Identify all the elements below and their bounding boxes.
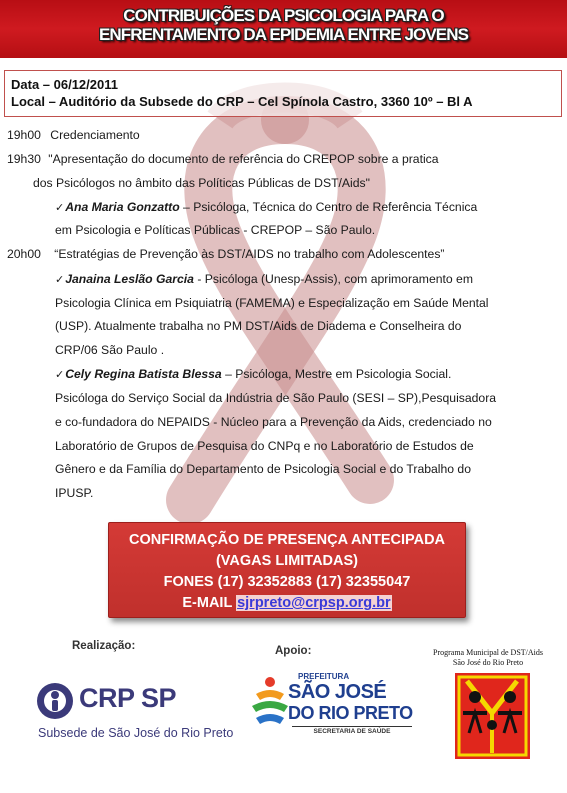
- speaker-name: Cely Regina Batista Blessa: [65, 367, 222, 381]
- title-line-1: CONTRIBUIÇÕES DA PSICOLOGIA PARA O: [123, 6, 444, 25]
- event-place: Local – Auditório da Subsede do CRP – Cel Spínola Castro, 3360 10º – Bl A: [11, 94, 473, 109]
- email-link[interactable]: sjrpreto@crpsp.org.br: [237, 595, 391, 611]
- pref-line-1: PREFEITURA: [298, 672, 350, 681]
- speaker-desc-cont: Psicologia Clínica em Psiquiatria (FAMEMA) e Especialização em Saúde Mental: [55, 296, 489, 310]
- pref-line-3: DO RIO PRETO: [288, 703, 413, 723]
- prefeitura-logo-icon: [246, 672, 294, 730]
- speaker-desc-cont: Laboratório de Grupos de Pesquisa do CNPq e no Laboratório de Estudos de: [55, 439, 474, 453]
- rsvp-line-1: CONFIRMAÇÃO DE PRESENÇA ANTECIPADA: [128, 532, 446, 548]
- program-caption-line-1: Programa Municipal de DST/Aids: [433, 648, 543, 657]
- speaker-desc-cont: Gênero e da Família do Departamento de Psicologia Social e do Trabalho do: [55, 462, 471, 476]
- speaker-desc-cont: em Psicologia e Políticas Públicas - CREPOP – São Paulo.: [55, 223, 376, 237]
- crp-logo-icon: [35, 681, 75, 721]
- check-icon: ✓: [55, 273, 65, 286]
- phones: FONES (17) 32352883 (17) 32355047: [163, 574, 411, 590]
- event-info-box: [4, 70, 562, 117]
- speaker-desc: - Psicóloga (Unesp-Assis), com aprimoramento em: [193, 272, 473, 286]
- speaker-desc-cont: (USP). Atualmente trabalha no PM DST/Aids de Diadema e Conselheira do: [55, 319, 462, 333]
- rsvp-line-2: (VAGAS LIMITADAS): [215, 553, 359, 569]
- crp-name: CRP SP: [79, 683, 177, 713]
- email-label: E-MAIL: [182, 595, 237, 611]
- pref-line-2: SÃO JOSÉ: [288, 681, 387, 703]
- event-date: Data – 06/12/2011: [11, 77, 118, 92]
- speaker-1: [55, 200, 477, 215]
- speaker-desc-cont: Psicóloga do Serviço Social da Indústria de São Paulo (SESI – SP),Pesquisadora: [55, 391, 497, 405]
- aids-ribbon-icon: [70, 80, 500, 550]
- program-logo-icon: [455, 673, 530, 759]
- speaker-desc-cont: e co-fundadora do NEPAIDS - Núcleo para a Prevenção da Aids, credenciado no: [55, 415, 492, 429]
- speaker-3: [55, 367, 451, 382]
- program-caption-line-2: São José do Rio Preto: [452, 658, 524, 667]
- item-text: "Apresentação do documento de referência do CREPOP sobre a pratica: [48, 152, 439, 166]
- speaker-desc: – Psicóloga, Mestre em Psicologia Social.: [221, 367, 452, 381]
- speaker-desc: – Psicóloga, Técnica do Centro de Referência Técnica: [179, 200, 478, 214]
- item-time: 19h30: [7, 152, 41, 166]
- pref-line-4: SECRETARIA DE SAÚDE: [292, 726, 412, 735]
- title-line-2: ENFRENTAMENTO DA EPIDEMIA ENTRE JOVENS: [98, 25, 469, 44]
- item-text-cont: dos Psicólogos no âmbito das Políticas Públicas de DST/Aids": [33, 176, 370, 190]
- program-item-2: [7, 152, 439, 167]
- item-text: “Estratégias de Prevenção às DST/AIDS no trabalho com Adolescentes”: [54, 247, 445, 261]
- speaker-name: Ana Maria Gonzatto: [65, 200, 180, 214]
- check-icon: ✓: [55, 368, 65, 381]
- program-item-1: [7, 128, 140, 143]
- speaker-desc-cont: CRP/06 São Paulo .: [55, 343, 165, 357]
- item-time: 20h00: [7, 247, 41, 261]
- realizacao-label: Realização:: [72, 640, 136, 652]
- email-row: [109, 593, 465, 614]
- speaker-desc-cont: IPUSP.: [55, 486, 94, 500]
- item-time: 19h00: [7, 128, 41, 142]
- crp-subtitle: Subsede de São José do Rio Preto: [38, 726, 234, 740]
- program-caption: [418, 648, 558, 668]
- rsvp-callout: [108, 522, 466, 618]
- check-icon: ✓: [55, 201, 65, 214]
- apoio-label: Apoio:: [275, 645, 312, 657]
- item-text: Credenciamento: [50, 128, 140, 142]
- title-banner: [0, 0, 567, 58]
- program-item-3: [7, 247, 444, 262]
- speaker-name: Janaina Leslão Garcia: [65, 272, 194, 286]
- speaker-2: [55, 272, 473, 287]
